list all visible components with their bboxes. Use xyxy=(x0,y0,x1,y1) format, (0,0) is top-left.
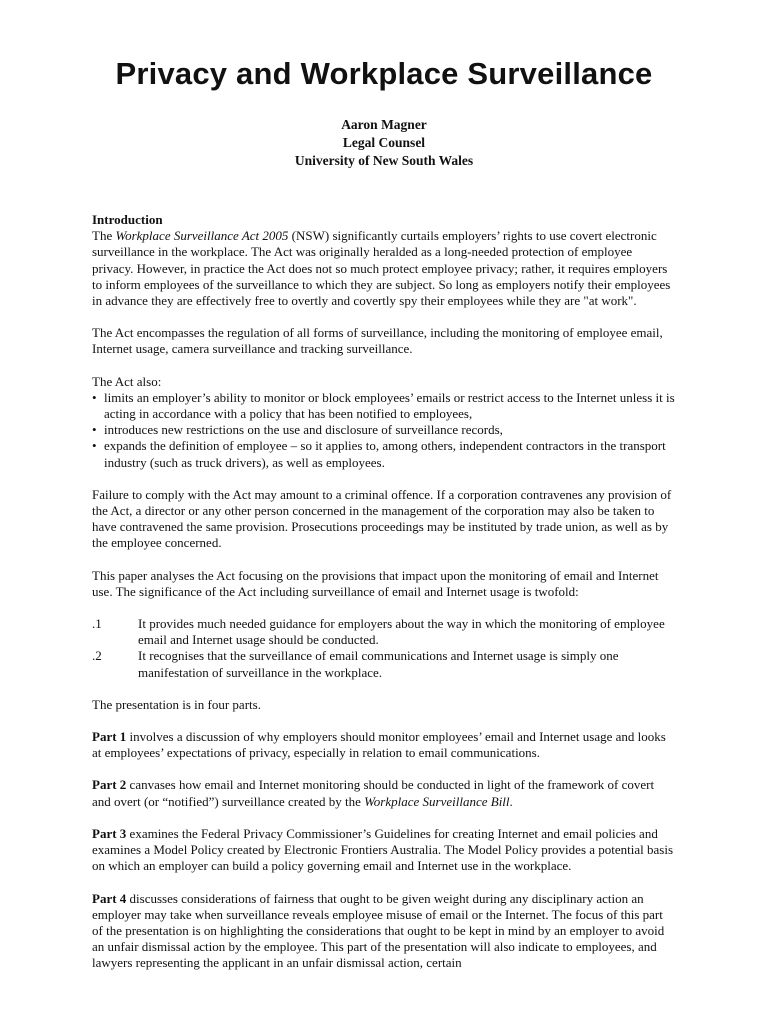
list-item-text: limits an employer’s ability to monitor or block employees’ emails or restrict access to the Internet unless it is acting in accordance with a policy that has been notified to employees, xyxy=(104,389,675,422)
intro-paragraph-5: The presentation is in four parts. xyxy=(92,696,261,712)
list-item xyxy=(92,390,676,422)
part-4-label: Part 4 xyxy=(92,890,127,906)
part-2-paragraph xyxy=(92,777,676,809)
document-title: Privacy and Workplace Surveillance xyxy=(115,56,653,91)
list-item-text: expands the definition of employee – so it applies to, among others, independent contractors in the transport industry (such as truck drivers), as well as employees. xyxy=(104,438,666,470)
part-2-end: . xyxy=(509,793,513,809)
list-item xyxy=(92,648,676,680)
list-item-text: introduces new restrictions on the use and disclosure of surveillance records, xyxy=(104,422,503,438)
list-item xyxy=(92,616,676,648)
intro-p1-prefix: The xyxy=(92,228,116,244)
bill-name: Workplace Surveillance Bill xyxy=(364,793,510,809)
part-3-paragraph xyxy=(92,826,676,875)
part-3-label: Part 3 xyxy=(92,825,127,841)
author-name: Aaron Magner xyxy=(341,117,427,132)
author-block xyxy=(92,116,676,170)
act-also-list xyxy=(92,390,676,471)
list-item-text: It provides much needed guidance for employers about the way in which the monitoring of employee email and Internet usage should be conducted. xyxy=(138,616,665,648)
intro-p1-suffix: (NSW) significantly curtails employers’ rights to use covert electronic surveillance in the workplace. The Act was originally heralded as a long-needed protection of employee privacy. However, in practice the Act does not so much protect employee privacy; rather, it requires employers to inform employees of the surveillance to which they are subject. So long as employers notify their employees in advance they are effectively free to overtly and covertly spy their employees while they are "at work". xyxy=(92,228,671,309)
list-item-text: It recognises that the surveillance of email communications and Internet usage is simply one manifestation of surveillance in the workplace. xyxy=(138,648,619,680)
bullet-icon: • xyxy=(92,422,97,438)
act-name: Workplace Surveillance Act 2005 xyxy=(115,228,289,244)
list-item xyxy=(92,422,676,438)
author-role: Legal Counsel xyxy=(342,135,426,150)
list-item-number: .2 xyxy=(92,648,102,664)
part-4-text: discusses considerations of fairness that ought to be given weight during any disciplinary action an employer may take when surveillance reveals employee misuse of email or the Internet. The focus of this part of the presentation is on highlighting the considerations that ought to be kept in mind by an employer to avoid an unfair dismissal action by the employee. This part of the presentation will also indicate to employees, and lawyers representing the applicant in an unfair dismissal action, certain xyxy=(92,890,665,971)
part-2-label: Part 2 xyxy=(92,777,127,793)
document-body xyxy=(92,212,676,972)
intro-paragraph-1 xyxy=(92,228,676,309)
significance-list xyxy=(92,616,676,681)
section-heading-introduction: Introduction xyxy=(92,212,163,227)
bullet-icon: • xyxy=(92,438,97,454)
intro-paragraph-4: This paper analyses the Act focusing on the provisions that impact upon the monitoring of email and Internet use. The significance of the Act including surveillance of email and Internet usage is twofold: xyxy=(92,567,659,599)
part-1-label: Part 1 xyxy=(92,729,127,745)
act-also-intro: The Act also: xyxy=(92,373,162,389)
list-item-number: .1 xyxy=(92,616,102,632)
part-4-paragraph xyxy=(92,891,676,972)
intro-paragraph-3: Failure to comply with the Act may amount to a criminal offence. If a corporation contravenes any provision of the Act, a director or any other person concerned in the management of the corporation may also be taken to have contravened the same provision. Prosecutions proceedings may be instituted by trade union, as well as by the employee concerned. xyxy=(92,486,672,551)
author-institution: University of New South Wales xyxy=(294,153,474,168)
list-item xyxy=(92,438,676,470)
part-1-text: involves a discussion of why employers should monitor employees’ email and Internet usage and looks at employees’ expectations of privacy, especially in relation to email communications. xyxy=(92,729,666,761)
part-1-paragraph xyxy=(92,729,676,761)
intro-paragraph-2: The Act encompasses the regulation of all forms of surveillance, including the monitoring of employee email, Internet usage, camera surveillance and tracking surveillance. xyxy=(92,325,663,357)
part-3-text: examines the Federal Privacy Commissioner’s Guidelines for creating Internet and email policies and examines a Model Policy created by Electronic Frontiers Australia. The Model Policy provides a potential basis on which an employer can build a policy governing email and Internet use in the workplace. xyxy=(92,825,674,874)
bullet-icon: • xyxy=(92,389,97,405)
part-2-text: canvases how email and Internet monitoring should be conducted in light of the framework of covert and overt (or “notified”) surveillance created by the xyxy=(92,777,655,809)
